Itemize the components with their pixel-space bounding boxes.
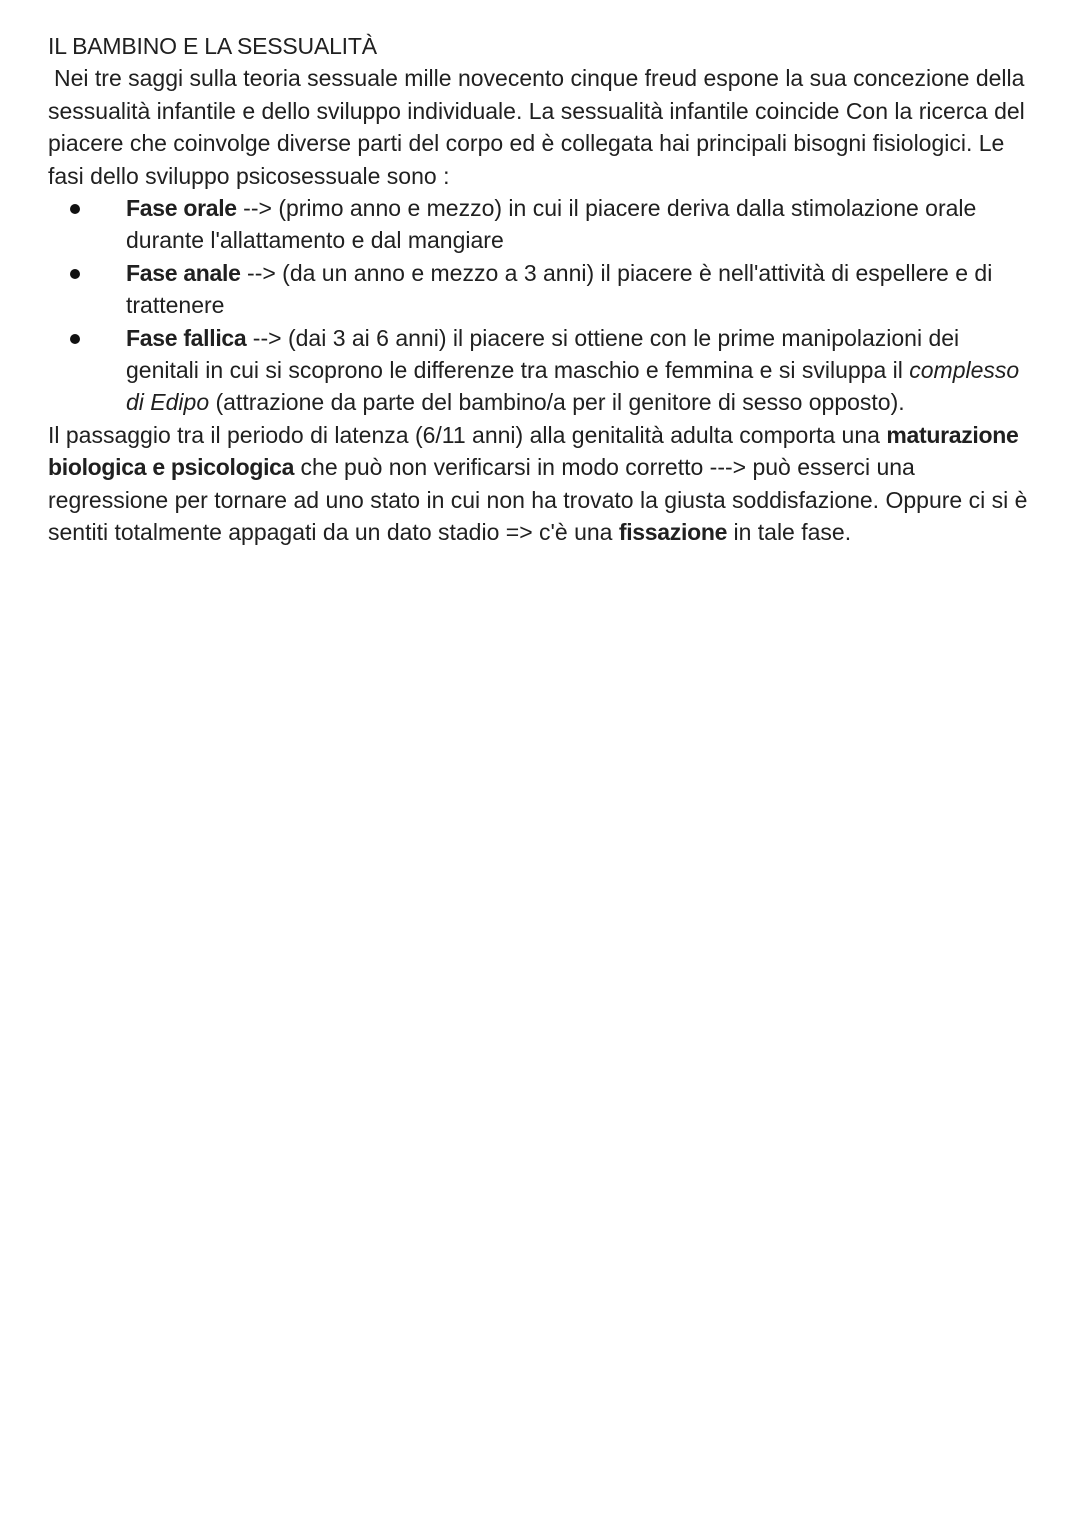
phase-description: --> (primo anno e mezzo) in cui il piacere deriva dalla stimolazione orale durante l'allattamento e dal mangiare [126, 195, 977, 254]
edipo-term: complesso di Edipo [126, 357, 1020, 416]
phase-term: Fase fallica [126, 324, 247, 351]
list-item-fase-anale [48, 257, 1038, 322]
closing-paragraph [48, 419, 1038, 549]
phase-description: --> (da un anno e mezzo a 3 anni) il piacere è nell'attività di espellere e di trattenere [126, 259, 993, 319]
phases-list [48, 192, 1038, 419]
phase-term: Fase orale [126, 195, 237, 222]
phase-description: --> (dai 3 ai 6 anni) il piacere si ottiene con le prime manipolazioni dei genitali in cui si scoprono le differenze tra maschio e femmina e si sviluppa il [126, 324, 960, 384]
closing-text-1: Il passaggio tra il periodo di latenza (6/11 anni) alla genitalità adulta comporta una [48, 421, 887, 448]
list-item-fase-orale [48, 192, 1038, 257]
document-page [48, 30, 1038, 549]
intro-paragraph: Nei tre saggi sulla teoria sessuale mille novecento cinque freud espone la sua concezione della sessualità infantile e dello sviluppo individuale. La sessualità infantile coincide Con la ricerca del piacere che coinvolge diverse parti del corpo ed è collegata hai principali bisogni fisiologici. Le fasi dello sviluppo psicosessuale sono : [48, 65, 1025, 189]
closing-text-2: che può non verificarsi in modo corretto ---> può esserci una regressione per tornare ad uno stato in cui non ha trovato la giusta soddisfazione. Oppure ci si è sentiti totalmente appagati da un dato stadio => c'è una [48, 454, 1028, 546]
closing-text-3: in tale fase. [727, 519, 852, 546]
closing-bold-maturazione: maturazione biologica e psicologica [48, 421, 1019, 481]
bullet-icon [70, 269, 80, 279]
list-item-fase-fallica [48, 322, 1038, 419]
bullet-icon [70, 334, 80, 344]
phase-description-after: (attrazione da parte del bambino/a per il genitore di sesso opposto). [209, 389, 905, 416]
phase-term: Fase anale [126, 259, 241, 286]
document-title: IL BAMBINO E LA SESSUALITÀ [48, 33, 377, 59]
closing-bold-fissazione: fissazione [618, 519, 728, 546]
bullet-icon [70, 204, 80, 214]
